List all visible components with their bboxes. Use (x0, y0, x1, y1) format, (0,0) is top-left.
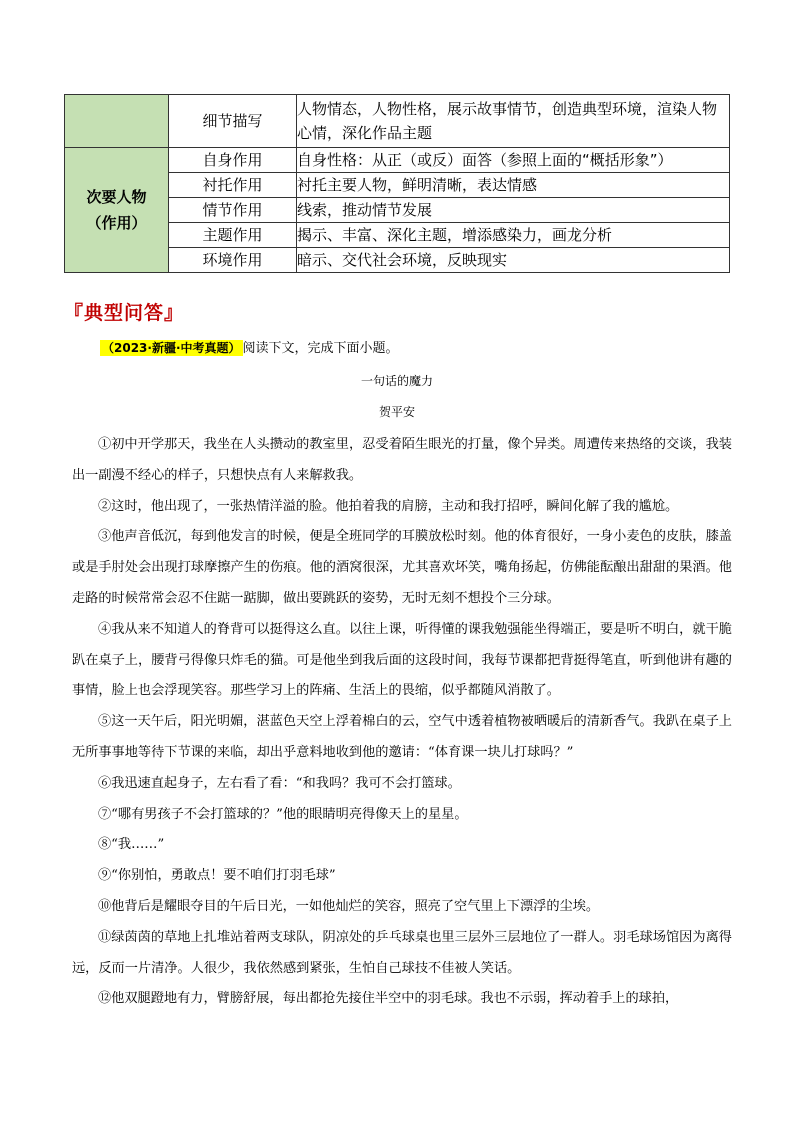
story-paragraph: ⑤这一天午后，阳光明媚，湛蓝色天空上浮着棉白的云，空气中透着植物被晒暖后的清新香气。我趴在桌子上无所事事地等待下节课的来临，却出乎意料地收到他的邀请：“体育课一块儿打球吗？” (72, 714, 732, 760)
prompt-instruction: 阅读下文，完成下面小题。 (242, 341, 399, 356)
story-paragraph: ①初中开学那天，我坐在人头攒动的教室里，忍受着陌生眼光的打量，像个异类。周遭传来热络的交谈，我装出一副漫不经心的样子，只想快点有人来解救我。 (72, 437, 732, 483)
table-sub-cell: 细节描写 (169, 95, 297, 148)
table-sub-cell: 自身作用 (169, 148, 297, 173)
story-paragraph: ⑪绿茵茵的草地上扎堆站着两支球队，阴凉处的乒乓球桌也里三层外三层地位了一群人。羽毛球场馆因为离得远，反而一片清净。人很少，我依然感到紧张，生怕自己球技不佳被人笑话。 (72, 929, 732, 976)
story-paragraph: ⑨“你别怕，勇敢点！要不咱们打羽毛球” (98, 868, 336, 884)
story-author: 贺平安 (378, 405, 415, 419)
table-sub-cell: 主题作用 (169, 223, 297, 248)
table-desc-cell: 自身性格：从正（或反）面答（参照上面的“概括形象”） (297, 148, 730, 173)
story-paragraph: ③他声音低沉，每到他发言的时候，便是全班同学的耳膜放松时刻。他的体育很好，一身小麦色的皮肤，膝盖或是手肘处会出现打球摩擦产生的伤痕。他的酒窝很深，尤其喜欢坏笑，嘴角扬起，仿佛能酝酿出甜甜的果酒。他走路的时候常常会忍不住踮一踮脚，做出要跳跃的姿势，无时无刻不想投个三分球。 (72, 529, 732, 606)
exam-source-tag: （2023·新疆·中考真题） (102, 341, 241, 355)
table-row (65, 95, 730, 148)
table-desc-cell: 线索，推动情节发展 (297, 198, 730, 223)
story-body (72, 430, 732, 1015)
table-desc-cell: 人物情态，人物性格，展示故事情节，创造典型环境，渲染人物心情，深化作品主题 (297, 95, 730, 148)
table-desc-cell: 揭示、丰富、深化主题，增添感染力，画龙分析 (297, 223, 730, 248)
story-paragraph: ⑫他双腿蹬地有力，臂膀舒展，每出都抢先接住半空中的羽毛球。我也不示弱，挥动着手上的球拍， (98, 991, 679, 1007)
category-label-paren: （作用） (86, 214, 147, 232)
table-desc-cell: 暗示、交代社会环境，反映现实 (297, 248, 730, 273)
table-category-cell-empty (65, 95, 169, 148)
story-title: 一句话的魔力 (360, 374, 433, 388)
story-paragraph: ⑩他背后是耀眼夺目的午后日光，一如他灿烂的笑容，照亮了空气里上下漂浮的尘埃。 (98, 898, 600, 914)
story-paragraph: ②这时，他出现了，一张热情洋溢的脸。他拍着我的肩膀，主动和我打招呼，瞬间化解了我的尴尬。 (98, 498, 679, 514)
category-label: 次要人物 (86, 188, 147, 206)
character-role-table (64, 94, 730, 273)
table-desc-cell: 衬托主要人物，鲜明清晰，表达情感 (297, 173, 730, 198)
table-sub-cell: 衬托作用 (169, 173, 297, 198)
table-sub-cell: 环境作用 (169, 248, 297, 273)
story-paragraph: ⑦“哪有男孩子不会打篮球的？”他的眼睛明亮得像天上的星星。 (98, 806, 468, 822)
table-sub-cell: 情节作用 (169, 198, 297, 223)
story-paragraph: ④我从来不知道人的脊背可以挺得这么直。以往上课，听得懂的课我勉强能坐得端正，要是听不明白，就干脆趴在桌子上，腰背弓得像只炸毛的猫。可是他坐到我后面的这段时间，我每节课都把背挺得笔直，听到他讲有趣的事情，脸上也会浮现笑容。那些学习上的阵痛、生活上的畏缩，似乎都随风消散了。 (72, 621, 732, 699)
story-paragraph: ⑧“我……” (98, 837, 165, 853)
table-category-cell (65, 148, 169, 273)
table-row (65, 148, 730, 173)
story-paragraph: ⑥我迅速直起身子，左右看了看：“和我吗？我可不会打篮球。 (98, 775, 461, 791)
section-heading: 『典型问答』 (64, 302, 185, 324)
question-prompt (100, 338, 399, 359)
